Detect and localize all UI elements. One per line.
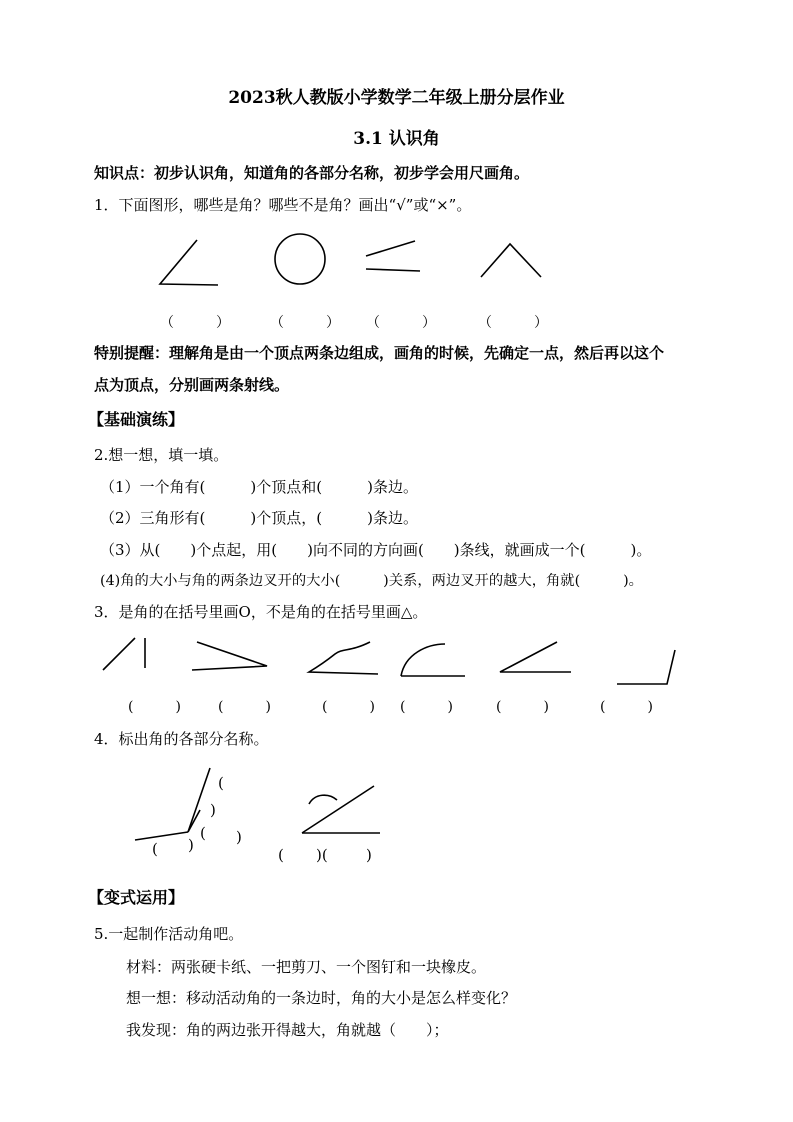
q4-prompt: 4．标出角的各部分名称。 xyxy=(94,730,269,748)
q4-angle-2-arc xyxy=(305,790,345,816)
q4-mark-6: ) xyxy=(188,836,194,854)
q5-think: 想一想：移动活动角的一条边时，角的大小是怎么样变化？ xyxy=(126,989,517,1007)
q1-blank-4[interactable]: （ ） xyxy=(478,315,548,331)
q3-blank-4[interactable]: ( ) xyxy=(400,699,453,715)
q1-figure-circle xyxy=(275,234,325,284)
tip-line-2: 点为顶点，分别画两条射线。 xyxy=(94,376,290,394)
q3-blank-1[interactable]: ( ) xyxy=(128,699,181,715)
q1-blank-3[interactable]: （ ） xyxy=(366,315,436,331)
q4-mark-5: ( xyxy=(152,840,158,858)
q3-figures xyxy=(95,632,695,692)
q1-figure-line-top xyxy=(366,241,415,256)
q5-materials: 材料：两张硬卡纸、一把剪刀、一个图钉和一块橡皮。 xyxy=(126,958,487,976)
q4-mark-2: ) xyxy=(210,801,216,819)
q3-blank-5[interactable]: ( ) xyxy=(496,699,549,715)
q1-figures xyxy=(150,232,550,292)
q1-blank-2[interactable]: （ ） xyxy=(270,315,340,331)
q2-item-1: （1）一个角有( )个顶点和( )条边。 xyxy=(100,478,418,496)
q1-figure-caret xyxy=(481,244,541,277)
q1-blank-1[interactable]: （ ） xyxy=(160,315,230,331)
q3-blank-3[interactable]: ( ) xyxy=(322,699,375,715)
q2-item-4: (4)角的大小与角的两条边叉开的大小( )关系，两边叉开的越大，角就( )。 xyxy=(100,573,643,589)
section-basic-heading: 【基础演练】 xyxy=(88,410,185,429)
q4-mark-7: ( xyxy=(278,846,284,864)
q1-prompt: 1．下面图形，哪些是角？哪些不是角？画出“√”或“×”。 xyxy=(94,196,472,214)
q4-mark-9: ) xyxy=(366,846,372,864)
page-title: 2023秋人教版小学数学二年级上册分层作业 xyxy=(228,88,565,108)
q3-figure-4 xyxy=(401,644,465,676)
q1-figure-line-bottom xyxy=(366,269,420,271)
q4-figures xyxy=(130,762,400,862)
q3-figure-5 xyxy=(500,642,571,672)
q3-blank-6[interactable]: ( ) xyxy=(600,699,653,715)
q3-prompt: 3．是角的在括号里画O，不是角的在括号里画△。 xyxy=(94,603,428,621)
q4-mark-4: ) xyxy=(236,828,242,846)
section-variant-heading: 【变式运用】 xyxy=(88,888,185,907)
q3-figure-1-diagonal xyxy=(103,638,135,670)
q3-figure-3 xyxy=(309,642,378,674)
q2-item-3: （3）从( )个点起，用( )向不同的方向画( )条线，就画成一个( )。 xyxy=(100,541,652,559)
q4-angle-1-ray-left xyxy=(135,832,188,840)
q5-prompt: 5.一起制作活动角吧。 xyxy=(94,925,244,943)
q3-figure-2 xyxy=(192,642,267,670)
page-subtitle: 3.1 认识角 xyxy=(353,129,440,149)
q4-arc-mark-icon xyxy=(309,795,337,804)
q1-figure-angle xyxy=(160,240,218,285)
q4-mark-8: )( xyxy=(316,846,328,864)
q3-figure-6 xyxy=(617,650,675,684)
q2-item-2: （2）三角形有( )个顶点，( )条边。 xyxy=(100,509,418,527)
q2-prompt: 2.想一想，填一填。 xyxy=(94,446,229,464)
q4-angle-1-ray-up xyxy=(188,768,210,832)
q4-mark-3: ( xyxy=(200,824,206,842)
q4-mark-1: ( xyxy=(218,774,224,792)
q3-blank-2[interactable]: ( ) xyxy=(218,699,271,715)
tip-line-1: 特别提醒：理解角是由一个顶点两条边组成，画角的时候，先确定一点，然后再以这个 xyxy=(94,344,665,362)
knowledge-point: 知识点：初步认识角，知道角的各部分名称，初步学会用尺画角。 xyxy=(94,164,530,182)
q5-discover: 我发现：角的两边张开得越大，角就越（ ）； xyxy=(126,1021,449,1039)
